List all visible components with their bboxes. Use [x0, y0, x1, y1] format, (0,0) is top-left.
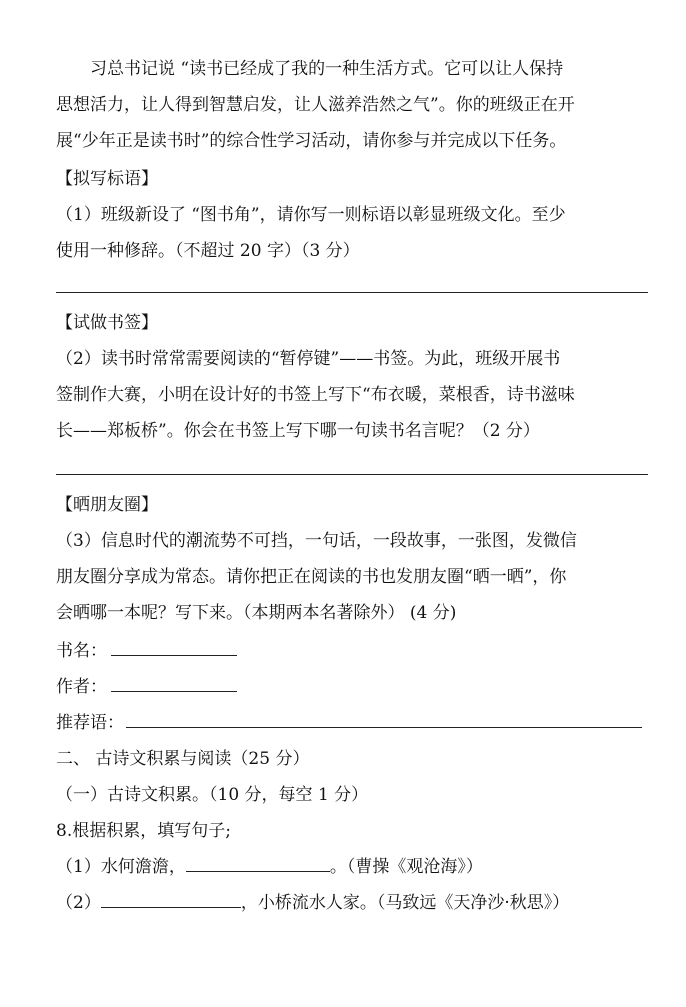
- part-2-heading: 二、 古诗文积累与阅读（25 分）: [56, 749, 310, 769]
- recommend-row: [56, 712, 642, 734]
- intro-line-2: 思想活力，让人得到智慧启发，让人滋养浩然之气”。你的班级正在开: [56, 95, 575, 115]
- section-heading-moments: 【晒朋友圈】: [56, 495, 158, 515]
- answer-line-1[interactable]: [56, 292, 648, 293]
- poem-item-1-blank[interactable]: [186, 857, 330, 872]
- question-3-line-3: 会晒哪一本呢？写下来。（本期两本名著除外） (4 分): [56, 603, 457, 623]
- poem-item-1-prefix: （1）水何澹澹，: [56, 857, 186, 877]
- author-label: 作者：: [56, 677, 107, 697]
- part-2-subheading: （一）古诗文积累。（10 分，每空 1 分）: [56, 785, 369, 805]
- answer-line-2[interactable]: [56, 474, 648, 475]
- book-name-blank[interactable]: [111, 641, 237, 656]
- poem-item-2-suffix: ，小桥流水人家。（马致远《天净沙·秋思》）: [240, 893, 570, 913]
- question-1-line-1: （1）班级新设了 “图书角”，请你写一则标语以彰显班级文化。至少: [56, 205, 566, 225]
- poem-item-1-suffix: 。（曹操《观沧海》）: [329, 857, 483, 877]
- intro-line-3: 展“少年正是读书时”的综合性学习活动，请你参与并完成以下任务。: [56, 131, 567, 151]
- poem-item-2-prefix: （2）: [56, 893, 101, 913]
- question-2-line-1: （2）读书时常常需要阅读的“暂停键”——书签。为此，班级开展书: [56, 349, 561, 369]
- section-heading-bookmark: 【试做书签】: [56, 313, 158, 333]
- poem-item-1: [56, 856, 483, 878]
- question-3-line-1: （3）信息时代的潮流势不可挡，一句话，一段故事，一张图，发微信: [56, 531, 577, 551]
- recommend-blank[interactable]: [126, 713, 642, 728]
- intro-line-1: 习总书记说 “读书已经成了我的一种生活方式。它可以让人保持: [90, 59, 564, 79]
- author-row: [56, 676, 237, 698]
- poem-item-2: [56, 892, 569, 914]
- author-blank[interactable]: [111, 677, 237, 692]
- question-2-line-3: 长——郑板桥”。你会在书签上写下哪一句读书名言呢？（2 分）: [56, 421, 540, 441]
- question-2-line-2: 签制作大赛，小明在设计好的书签上写下“布衣暖，菜根香，诗书滋味: [56, 385, 575, 405]
- book-name-row: [56, 640, 237, 662]
- question-8: 8.根据积累，填写句子;: [56, 821, 231, 841]
- question-3-line-2: 朋友圈分享成为常态。请你把正在阅读的书也发朋友圈“晒一晒”，你: [56, 567, 567, 587]
- recommend-label: 推荐语：: [56, 713, 124, 733]
- section-heading-slogan: 【拟写标语】: [56, 169, 158, 189]
- book-name-label: 书名：: [56, 641, 107, 661]
- question-1-line-2: 使用一种修辞。（不超过 20 字）（3 分）: [56, 241, 360, 261]
- poem-item-2-blank[interactable]: [101, 893, 241, 908]
